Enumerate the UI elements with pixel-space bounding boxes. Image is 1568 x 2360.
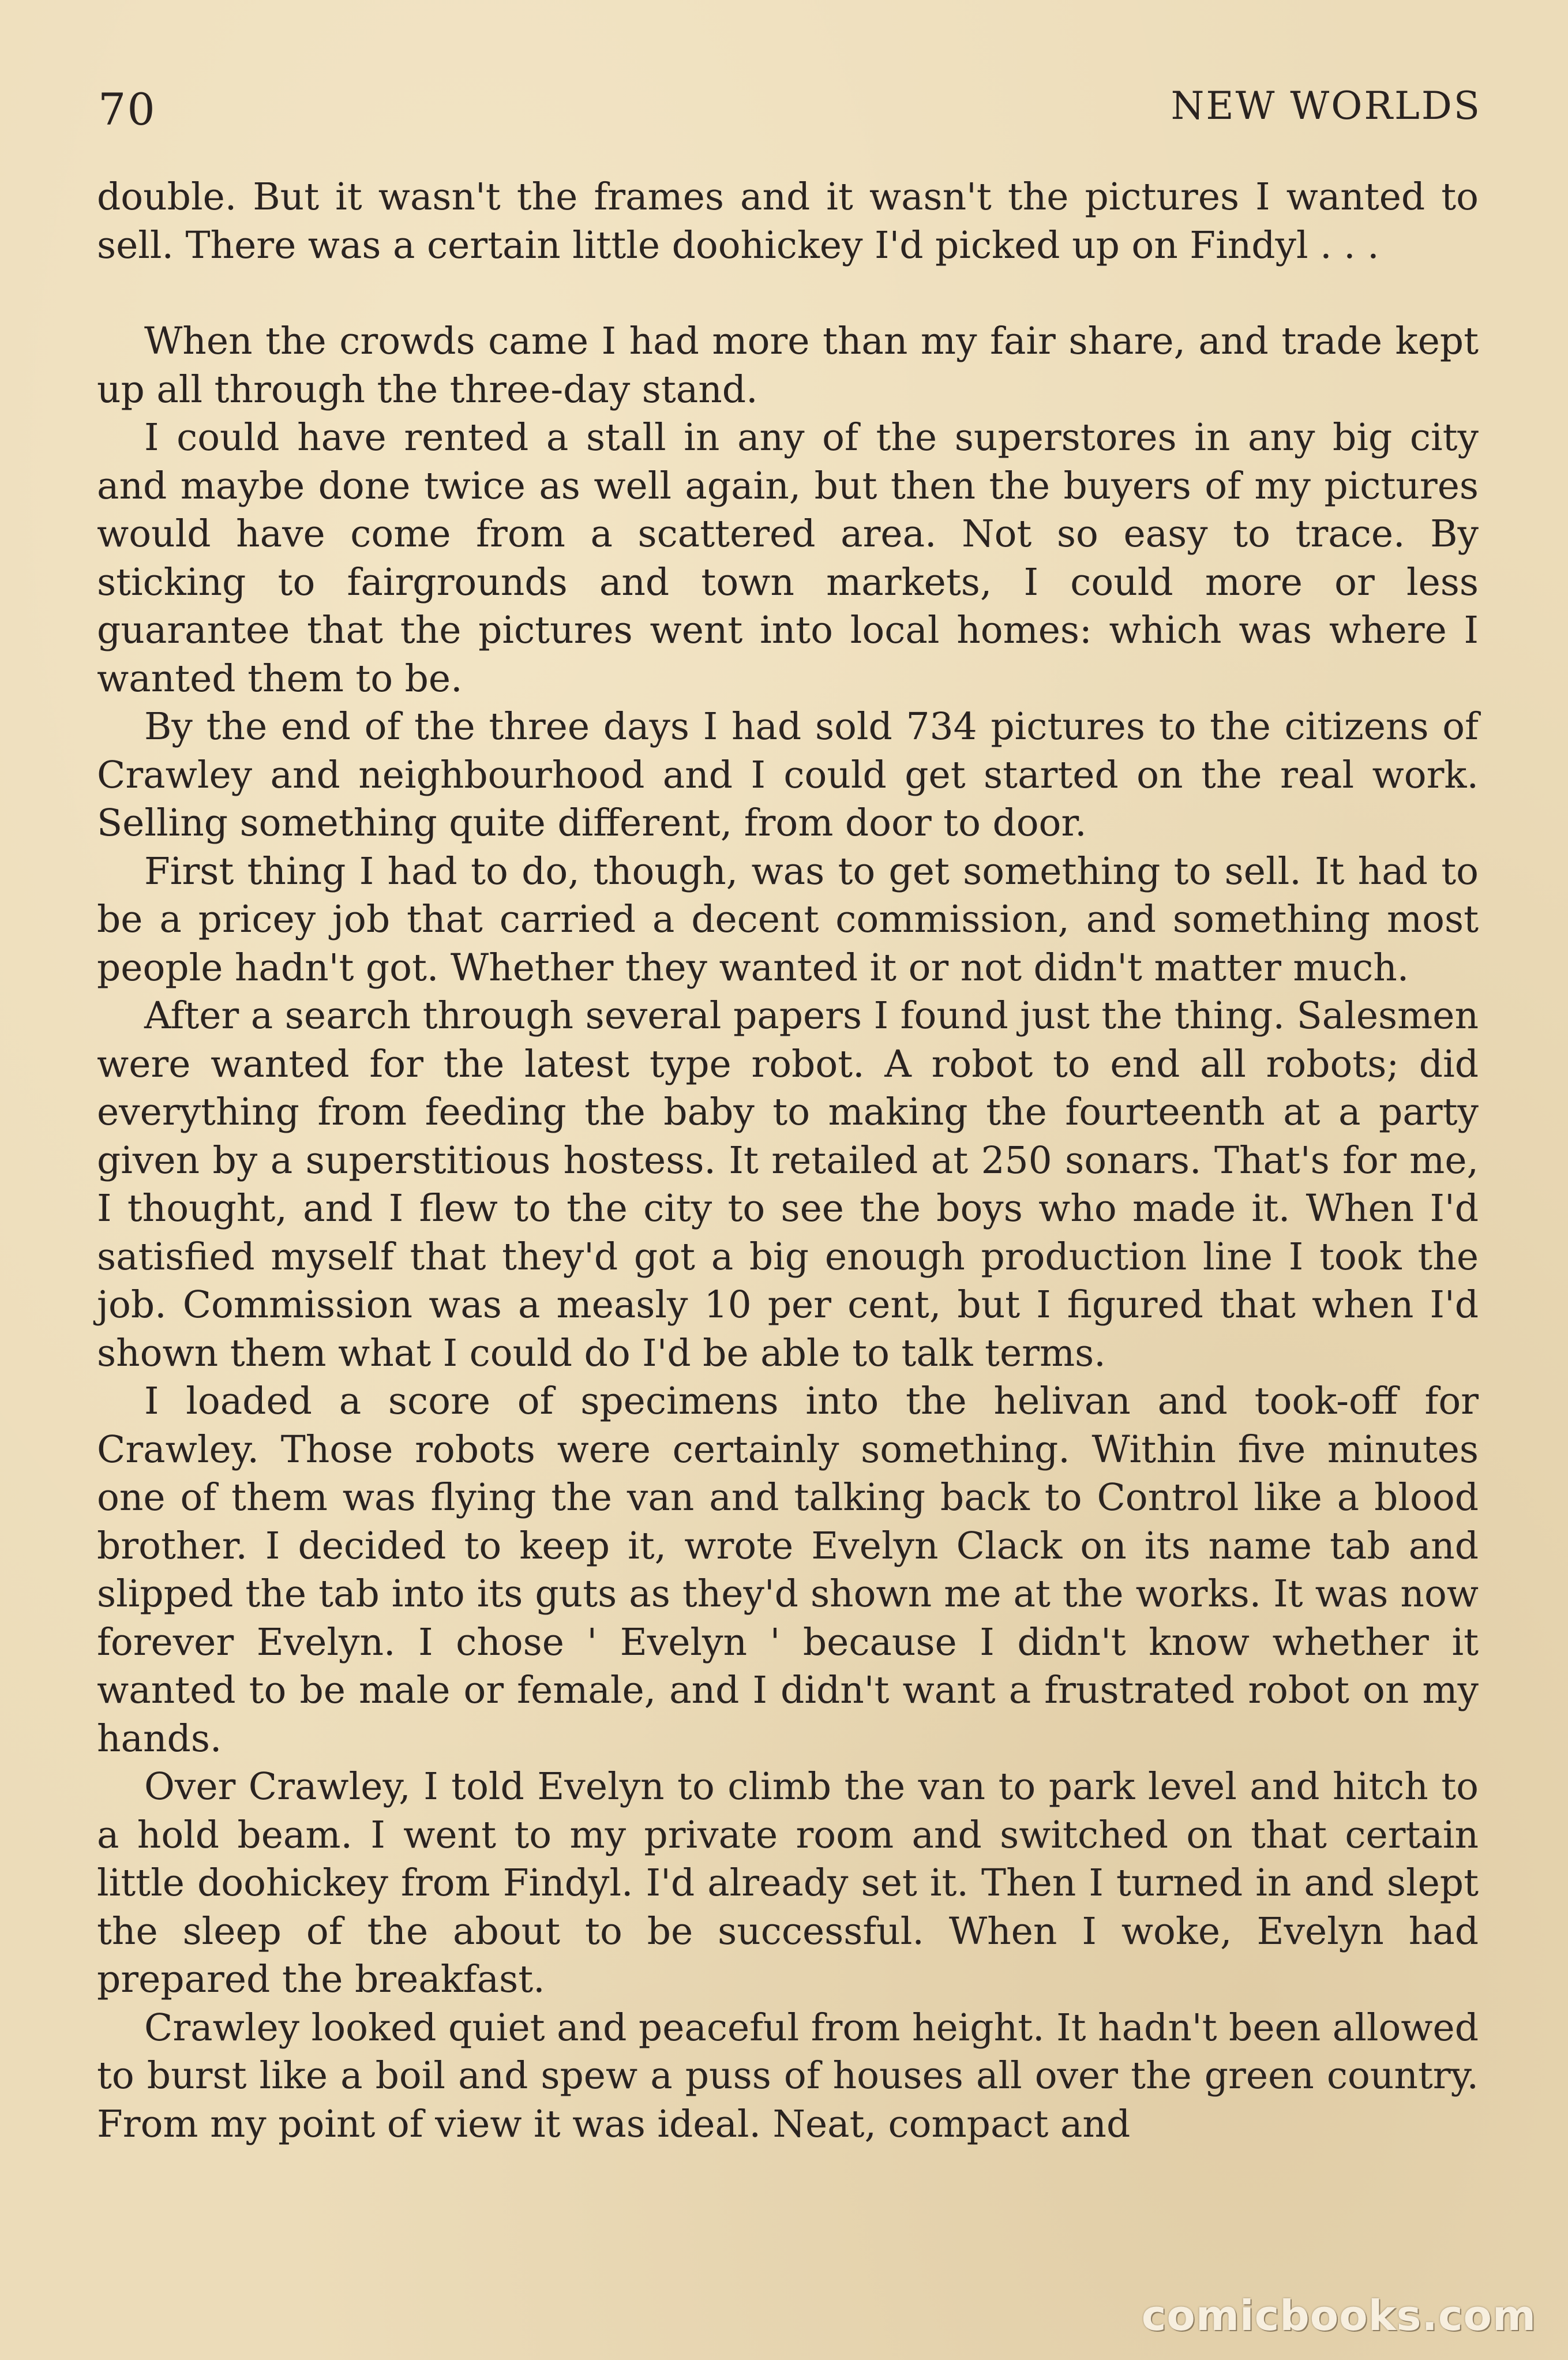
paragraph: Over Crawley, I told Evelyn to climb the van to park level and hitch to a hold beam. I went to my private room and switched on that certain little doohickey from Findyl. I'd already set it. Then I turned in and slept the sleep of the about to be successful. When I woke, Evelyn had prepared the breakfast. <box>97 1765 1479 2001</box>
running-head: NEW WORLDS <box>1171 84 1481 128</box>
paragraph: First thing I had to do, though, was to get something to sell. It had to be a pricey job that carried a decent commission, and something most people hadn't got. Whether they wanted it or not didn't matter much. <box>97 849 1479 990</box>
watermark: comicbooks.com <box>1141 2291 1536 2340</box>
paragraph: Crawley looked quiet and peaceful from height. It hadn't been allowed to burst like a boil and spew a puss of houses all over the green country. From my point of view it was ideal. Neat, compact and <box>97 2006 1479 2146</box>
paragraph: I could have rented a stall in any of the superstores in any big city and maybe done twice as well again, but then the buyers of my pictures would have come from a scattered area. Not so easy to trace. By sticking to fairgrounds and town markets, I could more or less guarantee that the pictures went into local homes: which was where I wanted them to be. <box>97 416 1479 700</box>
page-number: 70 <box>98 84 156 135</box>
page-header <box>98 84 1481 147</box>
paragraph: I loaded a score of specimens into the helivan and took-off for Crawley. Those robots were certainly something. Within five minutes one of them was flying the van and talking back to Control like a blood brother. I decided to keep it, wrote Evelyn Clack on its name tab and slipped the tab into its guts as they'd shown me at the works. It was now forever Evelyn. I chose ' Evelyn ' because I didn't know whether it wanted to be male or female, and I didn't want a frustrated robot on my hands. <box>97 1380 1479 1760</box>
body-text <box>97 173 1479 2148</box>
paragraph: By the end of the three days I had sold 734 pictures to the citizens of Crawley and neighbourhood and I could get started on the real work. Selling something quite different, from door to door. <box>97 705 1479 845</box>
paragraph-continued: double. But it wasn't the frames and it wasn't the pictures I wanted to sell. There was a certain little doohickey I'd picked up on Findyl . . . <box>97 175 1479 267</box>
paragraph: When the crowds came I had more than my fair share, and trade kept up all through the three-day stand. <box>97 320 1479 411</box>
paragraph: After a search through several papers I found just the thing. Salesmen were wanted for the latest type robot. A robot to end all robots; did everything from feeding the baby to making the fourteenth at a party given by a superstitious hostess. It retailed at 250 sonars. That's for me, I thought, and I flew to the city to see the boys who made it. When I'd satisfied myself that they'd got a big enough production line I took the job. Commission was a measly 10 per cent, but I figured that when I'd shown them what I could do I'd be able to talk terms. <box>97 994 1479 1375</box>
